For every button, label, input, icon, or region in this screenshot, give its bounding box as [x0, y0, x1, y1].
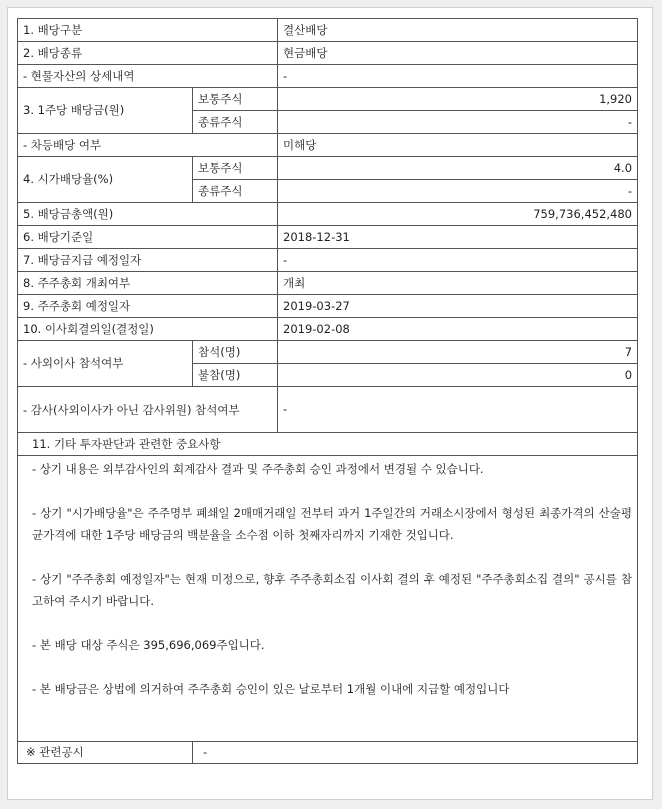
note-5: - 본 배당금은 상법에 의거하여 주주총회 승인이 있은 날로부터 1개월 이내에 지급할 예정입니다	[32, 682, 510, 696]
row-dps-common	[18, 88, 638, 111]
row-payment-date	[18, 249, 638, 272]
label-yield-preferred: 종류주식	[193, 180, 278, 203]
row-board-resolution-date	[18, 318, 638, 341]
label-agm-date: 9. 주주총회 예정일자	[18, 295, 278, 318]
label-differential-dividend: - 차등배당 여부	[18, 134, 278, 157]
value-dps-preferred: -	[278, 111, 638, 134]
note-2: - 상기 "시가배당율"은 주주명부 폐쇄일 2매매거래일 전부터 과거 1주일간의 거래소시장에서 형성된 최종가격의 산술평균가격에 대한 1주당 배당금의 백분율을 소수점 이하 첫째자리까지 기재한 것입니다.	[32, 506, 633, 542]
label-dps-common: 보통주식	[193, 88, 278, 111]
label-present: 참석(명)	[193, 341, 278, 364]
label-dividend-yield: 4. 시가배당율(%)	[18, 157, 193, 203]
label-inkind-details: - 현물자산의 상세내역	[18, 65, 278, 88]
label-agm-held: 8. 주주총회 개최여부	[18, 272, 278, 295]
value-present: 7	[278, 341, 638, 364]
value-absent: 0	[278, 364, 638, 387]
value-agm-date: 2019-03-27	[278, 295, 638, 318]
row-auditor-attendance	[18, 387, 638, 433]
value-payment-date: -	[278, 249, 638, 272]
label-payment-date: 7. 배당금지급 예정일자	[18, 249, 278, 272]
label-dividend-per-share: 3. 1주당 배당금(원)	[18, 88, 193, 134]
note-4: - 본 배당 대상 주식은 395,696,069주입니다.	[32, 638, 265, 652]
label-dividend-type: 1. 배당구분	[18, 19, 278, 42]
value-differential-dividend: 미해당	[278, 134, 638, 157]
label-total-dividend: 5. 배당금총액(원)	[18, 203, 278, 226]
label-board-resolution-date: 10. 이사회결의일(결정일)	[18, 318, 278, 341]
label-auditor-attendance: - 감사(사외이사가 아닌 감사위원) 참석여부	[18, 387, 278, 433]
label-yield-common: 보통주식	[193, 157, 278, 180]
row-other-matters	[18, 433, 638, 456]
note-3: - 상기 "주주총회 예정일자"는 현재 미정으로, 향후 주주총회소집 이사회 결의 후 예정된 "주주총회소집 결의" 공시를 참고하여 주시기 바랍니다.	[32, 572, 633, 608]
value-agm-held: 개최	[278, 272, 638, 295]
value-dividend-kind: 현금배당	[278, 42, 638, 65]
value-related-disclosure: -	[193, 742, 638, 764]
row-related-disclosure	[18, 742, 638, 764]
row-agm-date	[18, 295, 638, 318]
row-record-date	[18, 226, 638, 249]
label-absent: 불참(명)	[193, 364, 278, 387]
row-agm-held	[18, 272, 638, 295]
note-1: - 상기 내용은 외부감사인의 회계감사 결과 및 주주총회 승인 과정에서 변경될 수 있습니다.	[32, 462, 484, 476]
row-dividend-type	[18, 19, 638, 42]
label-dividend-kind: 2. 배당종류	[18, 42, 278, 65]
row-outside-directors-present	[18, 341, 638, 364]
value-yield-common: 4.0	[278, 157, 638, 180]
row-differential-dividend	[18, 134, 638, 157]
value-dividend-type: 결산배당	[278, 19, 638, 42]
dividend-disclosure-table	[17, 18, 638, 764]
row-dividend-kind	[18, 42, 638, 65]
value-dps-common: 1,920	[278, 88, 638, 111]
value-record-date: 2018-12-31	[278, 226, 638, 249]
row-notes	[18, 456, 638, 742]
value-yield-preferred: -	[278, 180, 638, 203]
label-other-matters: 11. 기타 투자판단과 관련한 중요사항	[18, 433, 638, 456]
label-related-disclosure: ※ 관련공시	[18, 742, 193, 764]
value-inkind-details: -	[278, 65, 638, 88]
notes-cell	[18, 456, 638, 742]
label-outside-directors: - 사외이사 참석여부	[18, 341, 193, 387]
row-inkind-details	[18, 65, 638, 88]
label-dps-preferred: 종류주식	[193, 111, 278, 134]
value-board-resolution-date: 2019-02-08	[278, 318, 638, 341]
row-yield-common	[18, 157, 638, 180]
row-total-dividend	[18, 203, 638, 226]
value-total-dividend: 759,736,452,480	[278, 203, 638, 226]
label-record-date: 6. 배당기준일	[18, 226, 278, 249]
value-auditor-attendance: -	[278, 387, 638, 433]
